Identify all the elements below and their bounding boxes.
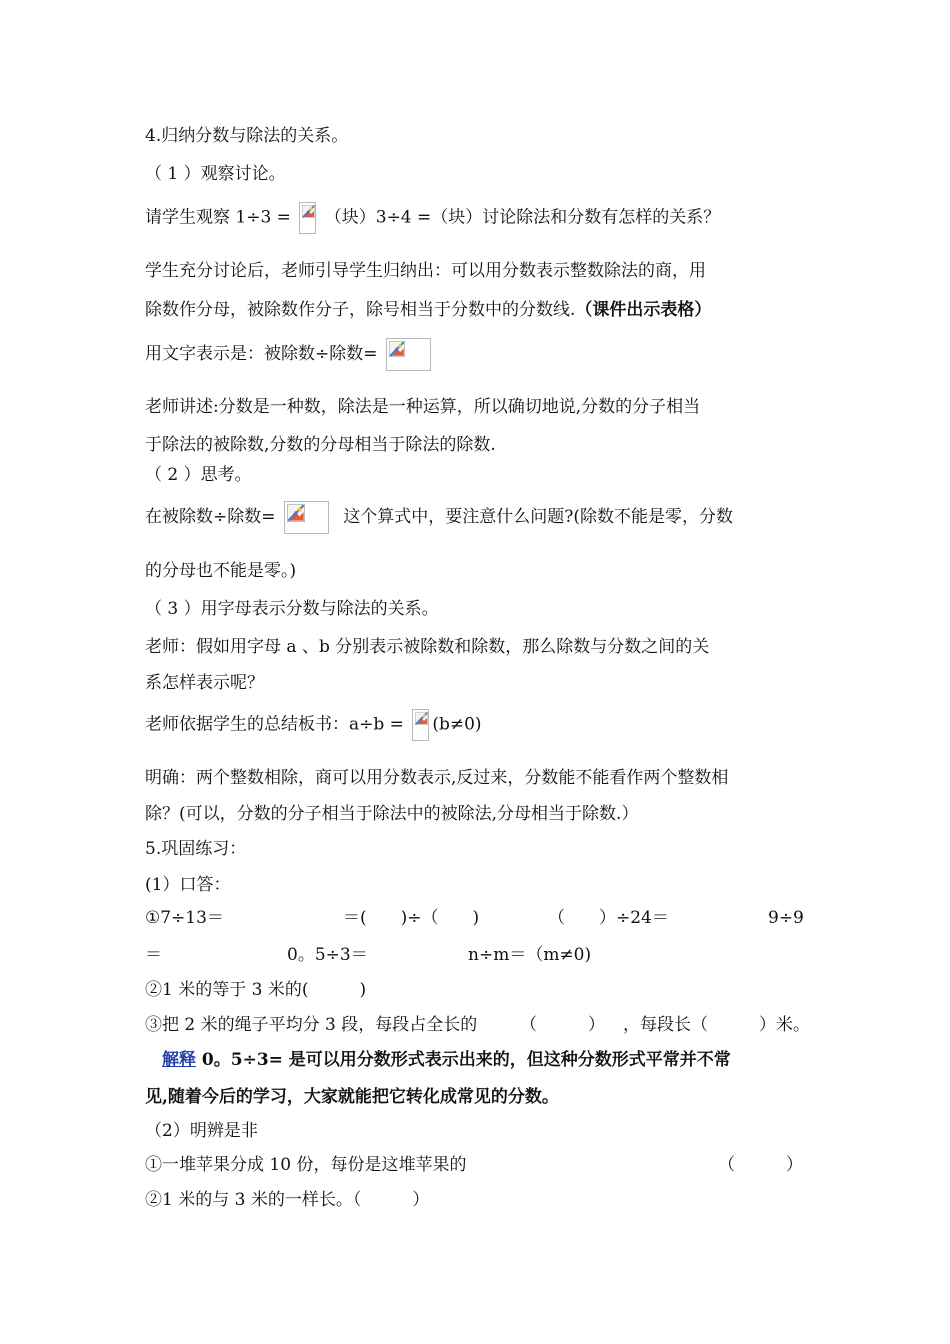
clear-line-2: 除？(可以，分数的分子相当于除法中的被除法,分母相当于除数.） [145,804,639,824]
judge-1-text: ①一堆苹果分成 10 份，每份是这堆苹果的 [145,1155,467,1175]
letters-line-1: 老师：假如用字母 a 、b 分别表示被除数和除数，那么除数与分数之间的关 [145,637,710,657]
broken-image-icon [284,501,329,534]
q1-part-d: 9÷9 [768,908,804,928]
teacher-line-2: 于除法的被除数,分数的分母相当于除法的除数. [145,435,496,455]
summary-line-2: 除数作分母，被除数作分子，除号相当于分数中的分数线.（课件出示表格） [145,300,712,320]
clear-line-1: 明确：两个整数相除，商可以用分数表示,反过来，分数能不能看作两个整数相 [145,768,729,788]
summary-line-1: 学生充分讨论后，老师引导学生归纳出：可以用分数表示整数除法的商，用 [145,261,706,281]
broken-image-icon [299,202,316,234]
q1-part-f: 0。5÷3＝ [287,945,368,965]
explain-link[interactable]: 解释 [162,1050,196,1070]
broken-image-icon [412,709,429,741]
subheading-judge: （2）明辨是非 [145,1121,258,1141]
q3-part-c: ，每段长（ ）米。 [623,1015,810,1035]
think-line: 在被除数÷除数= 这个算式中，要注意什么问题?(除数不能是零，分数 [145,501,733,534]
explain-line-1: 解释 0。5÷3= 是可以用分数形式表示出来的，但这种分数形式平常并不常 [162,1050,731,1070]
judge-1-blank: （ ） [718,1155,803,1175]
teacher-line-1: 老师讲述:分数是一种数，除法是一种运算，所以确切地说,分数的分子相当 [145,397,701,417]
q1-part-g: n÷m＝（m≠0) [468,945,592,965]
explain-line-2: 见,随着今后的学习，大家就能把它转化成常见的分数。 [145,1087,559,1107]
subheading-observe: （ 1 ）观察讨论。 [145,164,286,184]
q3-part-b: （ ） [520,1015,605,1035]
section4-heading: 4.归纳分数与除法的关系。 [145,126,349,146]
letters-line-2: 系怎样表示呢？ [145,673,264,693]
q1-part-c: （ ）÷24＝ [548,908,669,928]
subheading-oral: (1）口答： [145,875,231,895]
think-line-2: 的分母也不能是零。) [145,561,297,581]
q1-part-a: ①7÷13＝ [145,908,224,928]
words-line: 用文字表示是：被除数÷除数= [145,338,434,371]
board-line: 老师依据学生的总结板书：a÷b = (b≠0) [145,709,482,741]
q1-part-b: ＝( )÷（ ) [343,908,480,928]
subheading-letters: （ 3 ）用字母表示分数与除法的关系。 [145,599,439,619]
broken-image-icon [386,338,431,371]
q2-line: ②1 米的等于 3 米的( ) [145,980,367,1000]
observe-line: 请学生观察 1÷3 = （块）3÷4 =（块）讨论除法和分数有怎样的关系？ [145,202,720,234]
q1-part-e: ＝ [145,945,162,965]
q3-part-a: ③把 2 米的绳子平均分 3 段，每段占全长的 [145,1015,478,1035]
section5-heading: 5.巩固练习： [145,839,247,859]
subheading-think: （ 2 ）思考。 [145,465,252,485]
judge-2-line: ②1 米的与 3 米的一样长。（ ） [145,1190,430,1210]
